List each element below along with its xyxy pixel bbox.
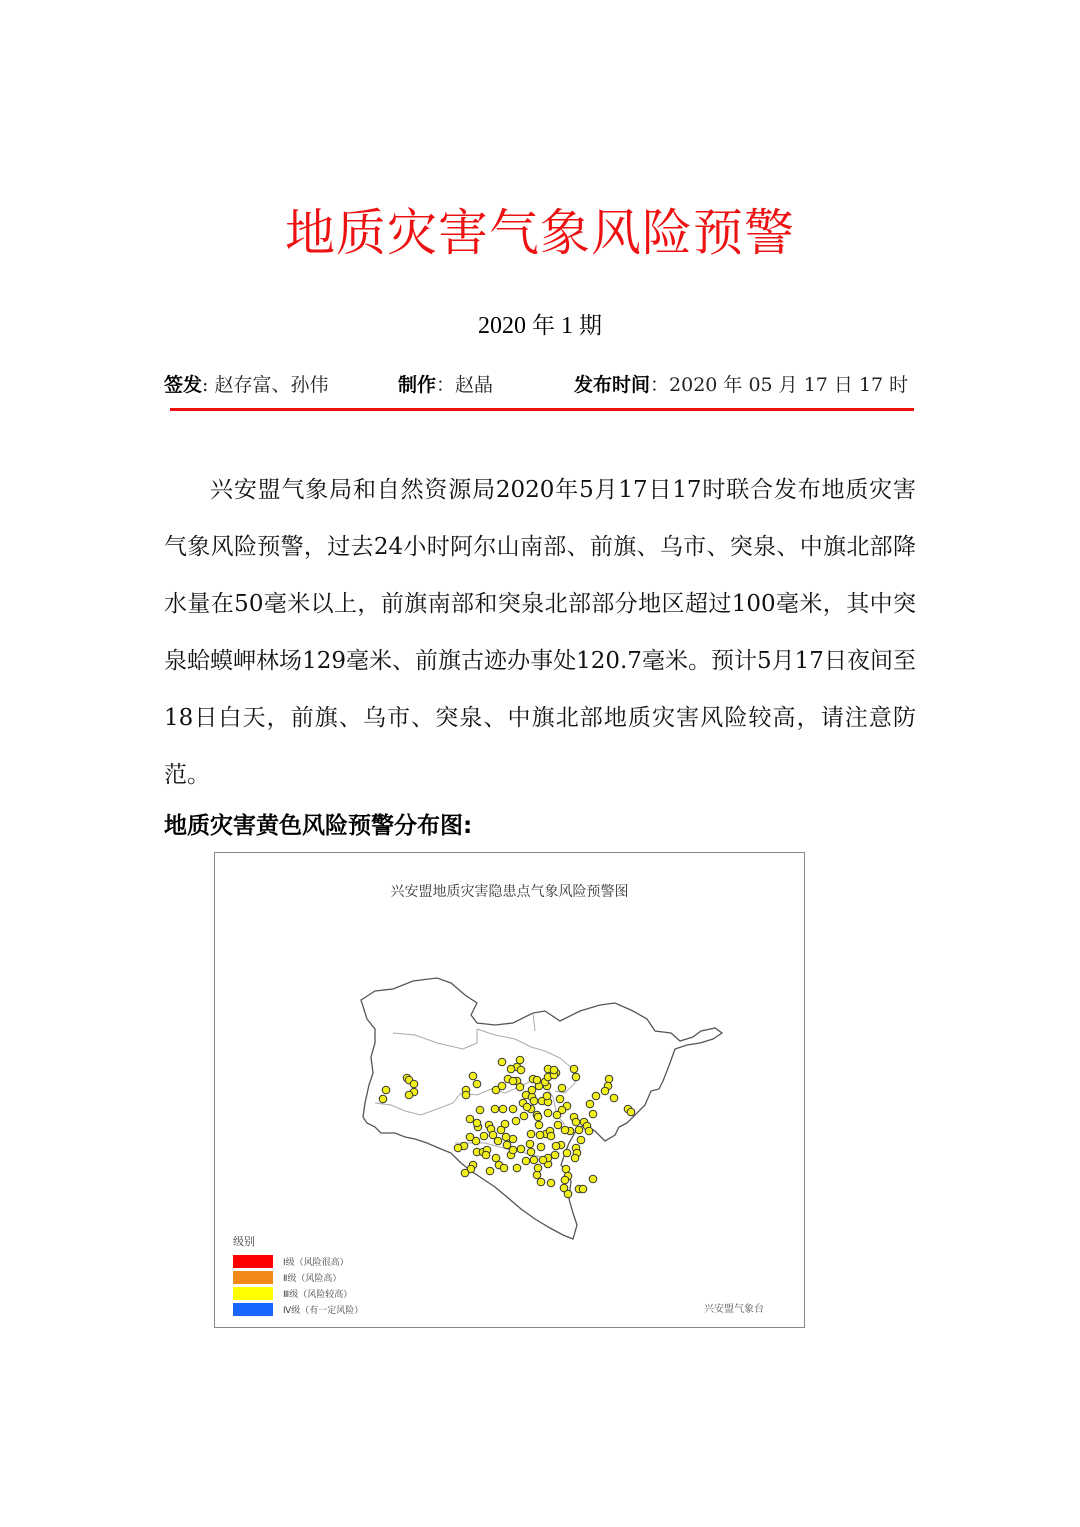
hazard-point <box>553 1111 561 1119</box>
hazard-point <box>513 1164 521 1172</box>
hazard-point <box>454 1144 462 1152</box>
hazard-point <box>512 1117 520 1125</box>
hazard-point <box>547 1132 555 1140</box>
legend-item-level-3 <box>233 1285 393 1301</box>
hazard-point <box>491 1105 499 1113</box>
hazard-point <box>530 1097 538 1105</box>
issue-num: 1 <box>561 313 573 339</box>
figure-heading: 地质灾害黄色风险预警分布图: <box>164 813 473 839</box>
hazard-point <box>522 1157 530 1165</box>
hazard-point <box>482 1151 490 1159</box>
hazard-point <box>492 1154 500 1162</box>
hazard-point <box>516 1056 524 1064</box>
legend-swatch <box>233 1255 273 1268</box>
hazard-point <box>527 1130 535 1138</box>
hazard-point <box>497 1126 505 1134</box>
hazard-point <box>500 1164 508 1172</box>
issue-year-unit: 年 <box>532 313 555 339</box>
hazard-point <box>379 1095 387 1103</box>
hazard-point <box>473 1119 481 1127</box>
hazard-point <box>499 1105 507 1113</box>
issuance-meta <box>164 366 916 402</box>
hazard-point <box>509 1077 517 1085</box>
hazard-point <box>480 1132 488 1140</box>
hazard-point <box>466 1115 474 1123</box>
hazard-point <box>410 1080 418 1088</box>
issued-value: ：2020 年 05 月 17 日 17 时 <box>650 374 909 396</box>
hazard-point <box>556 1095 564 1103</box>
hazard-point <box>461 1169 469 1177</box>
legend-label: Ⅲ级（风险较高） <box>283 1289 353 1300</box>
hazard-point <box>561 1176 569 1184</box>
body-paragraph: 兴安盟气象局和自然资源局2020年5月17日17时联合发布地质灾害气象风险预警，过去24小时阿尔山南部、前旗、乌市、突泉、中旗北部降水量在50毫米以上，前旗南部和突泉北部部分地区超过100毫米，其中突泉蛤蟆岬林场129毫米、前旗古迹办事处120.7毫米。预计5月17日夜间至18日白天，前旗、乌市、突泉、中旗北部地质灾害风险较高，请注意防范。 <box>164 477 916 788</box>
risk-map-figure <box>214 852 805 1328</box>
legend-swatch <box>233 1271 273 1284</box>
hazard-point <box>489 1131 497 1139</box>
hazard-point <box>563 1149 571 1157</box>
hazard-point <box>558 1084 566 1092</box>
hazard-point <box>469 1072 477 1080</box>
legend-label: Ⅱ级（风险高） <box>283 1273 342 1284</box>
hazard-point <box>564 1190 572 1198</box>
legend-label: Ⅳ级（有一定风险） <box>283 1305 364 1316</box>
hazard-point <box>562 1165 570 1173</box>
hazard-point <box>572 1073 580 1081</box>
producer <box>398 366 493 403</box>
document-title: 地质灾害气象风险预警 <box>285 204 795 262</box>
hazard-point <box>509 1105 517 1113</box>
producer-value: ：赵晶 <box>436 374 494 396</box>
hazard-point <box>498 1082 506 1090</box>
hazard-point <box>534 1164 542 1172</box>
hazard-point <box>486 1167 494 1175</box>
hazard-point <box>466 1133 474 1141</box>
hazard-point <box>543 1092 551 1100</box>
hazard-point <box>507 1065 515 1073</box>
hazard-point <box>476 1106 484 1114</box>
hazard-point <box>533 1076 541 1084</box>
hazard-point <box>577 1136 585 1144</box>
hazard-point <box>627 1108 635 1116</box>
hazard-point <box>502 1133 510 1141</box>
hazard-point <box>579 1185 587 1193</box>
signer <box>164 366 328 403</box>
hazard-point <box>554 1121 562 1129</box>
hazard-point <box>526 1140 534 1148</box>
hazard-point <box>539 1156 547 1164</box>
hazard-point <box>589 1110 597 1118</box>
issue-number <box>0 308 1080 344</box>
hazard-point <box>473 1080 481 1088</box>
legend-title: 级别 <box>233 1235 255 1248</box>
hazard-point <box>571 1154 579 1162</box>
hazard-point <box>462 1091 470 1099</box>
hazard-point <box>570 1065 578 1073</box>
hazard-point <box>517 1066 525 1074</box>
hazard-point <box>550 1066 558 1074</box>
legend-item-level-4 <box>233 1301 393 1317</box>
hazard-point <box>520 1112 528 1120</box>
hazard-point <box>503 1141 511 1149</box>
map-legend <box>233 1233 393 1317</box>
hazard-point <box>547 1179 555 1187</box>
hazard-point <box>610 1094 618 1102</box>
hazard-point <box>509 1135 517 1143</box>
hazard-point <box>498 1058 506 1066</box>
hazard-point <box>601 1087 609 1095</box>
hazard-point <box>551 1151 559 1159</box>
header-divider <box>170 408 914 411</box>
hazard-point <box>516 1083 524 1091</box>
region-outline <box>361 978 722 1239</box>
issue-num-unit: 期 <box>579 313 602 339</box>
legend-item-level-1 <box>233 1253 393 1269</box>
legend-label: Ⅰ级（风险很高） <box>283 1257 349 1268</box>
hazard-point <box>537 1178 545 1186</box>
hazard-point <box>537 1143 545 1151</box>
legend-swatch <box>233 1303 273 1316</box>
hazard-point <box>535 1121 543 1129</box>
legend-swatch <box>233 1287 273 1300</box>
issue-year: 2020 <box>478 313 526 339</box>
hazard-point <box>575 1126 583 1134</box>
hazard-point <box>585 1127 593 1135</box>
map-boundaries <box>361 978 722 1239</box>
hazard-point <box>605 1075 613 1083</box>
hazard-point <box>530 1156 538 1164</box>
map-title: 兴安盟地质灾害隐患点气象风险预警图 <box>390 884 629 900</box>
hazard-point <box>523 1103 531 1111</box>
hazard-point <box>561 1126 569 1134</box>
hazard-point <box>589 1175 597 1183</box>
hazard-point <box>382 1086 390 1094</box>
hazard-point <box>572 1118 580 1126</box>
hazard-point <box>405 1091 413 1099</box>
producer-label: 制作 <box>398 374 437 396</box>
map-agency: 兴安盟气象台 <box>704 1304 764 1315</box>
hazard-point <box>517 1145 525 1153</box>
signer-label: 签发 <box>164 374 203 396</box>
hazard-point <box>592 1092 600 1100</box>
hazard-point <box>533 1171 541 1179</box>
hazard-point <box>544 1109 552 1117</box>
issued-time <box>574 366 908 403</box>
hazard-point <box>528 1086 536 1094</box>
hazard-point <box>534 1113 542 1121</box>
issued-label: 发布时间 <box>574 374 651 396</box>
hazard-point <box>586 1100 594 1108</box>
hazard-point <box>536 1131 544 1139</box>
signer-value: : 赵存富、孙伟 <box>202 374 329 396</box>
body-text <box>164 462 916 804</box>
hazard-point <box>552 1142 560 1150</box>
hazard-point <box>527 1148 535 1156</box>
legend-item-level-2 <box>233 1269 393 1285</box>
